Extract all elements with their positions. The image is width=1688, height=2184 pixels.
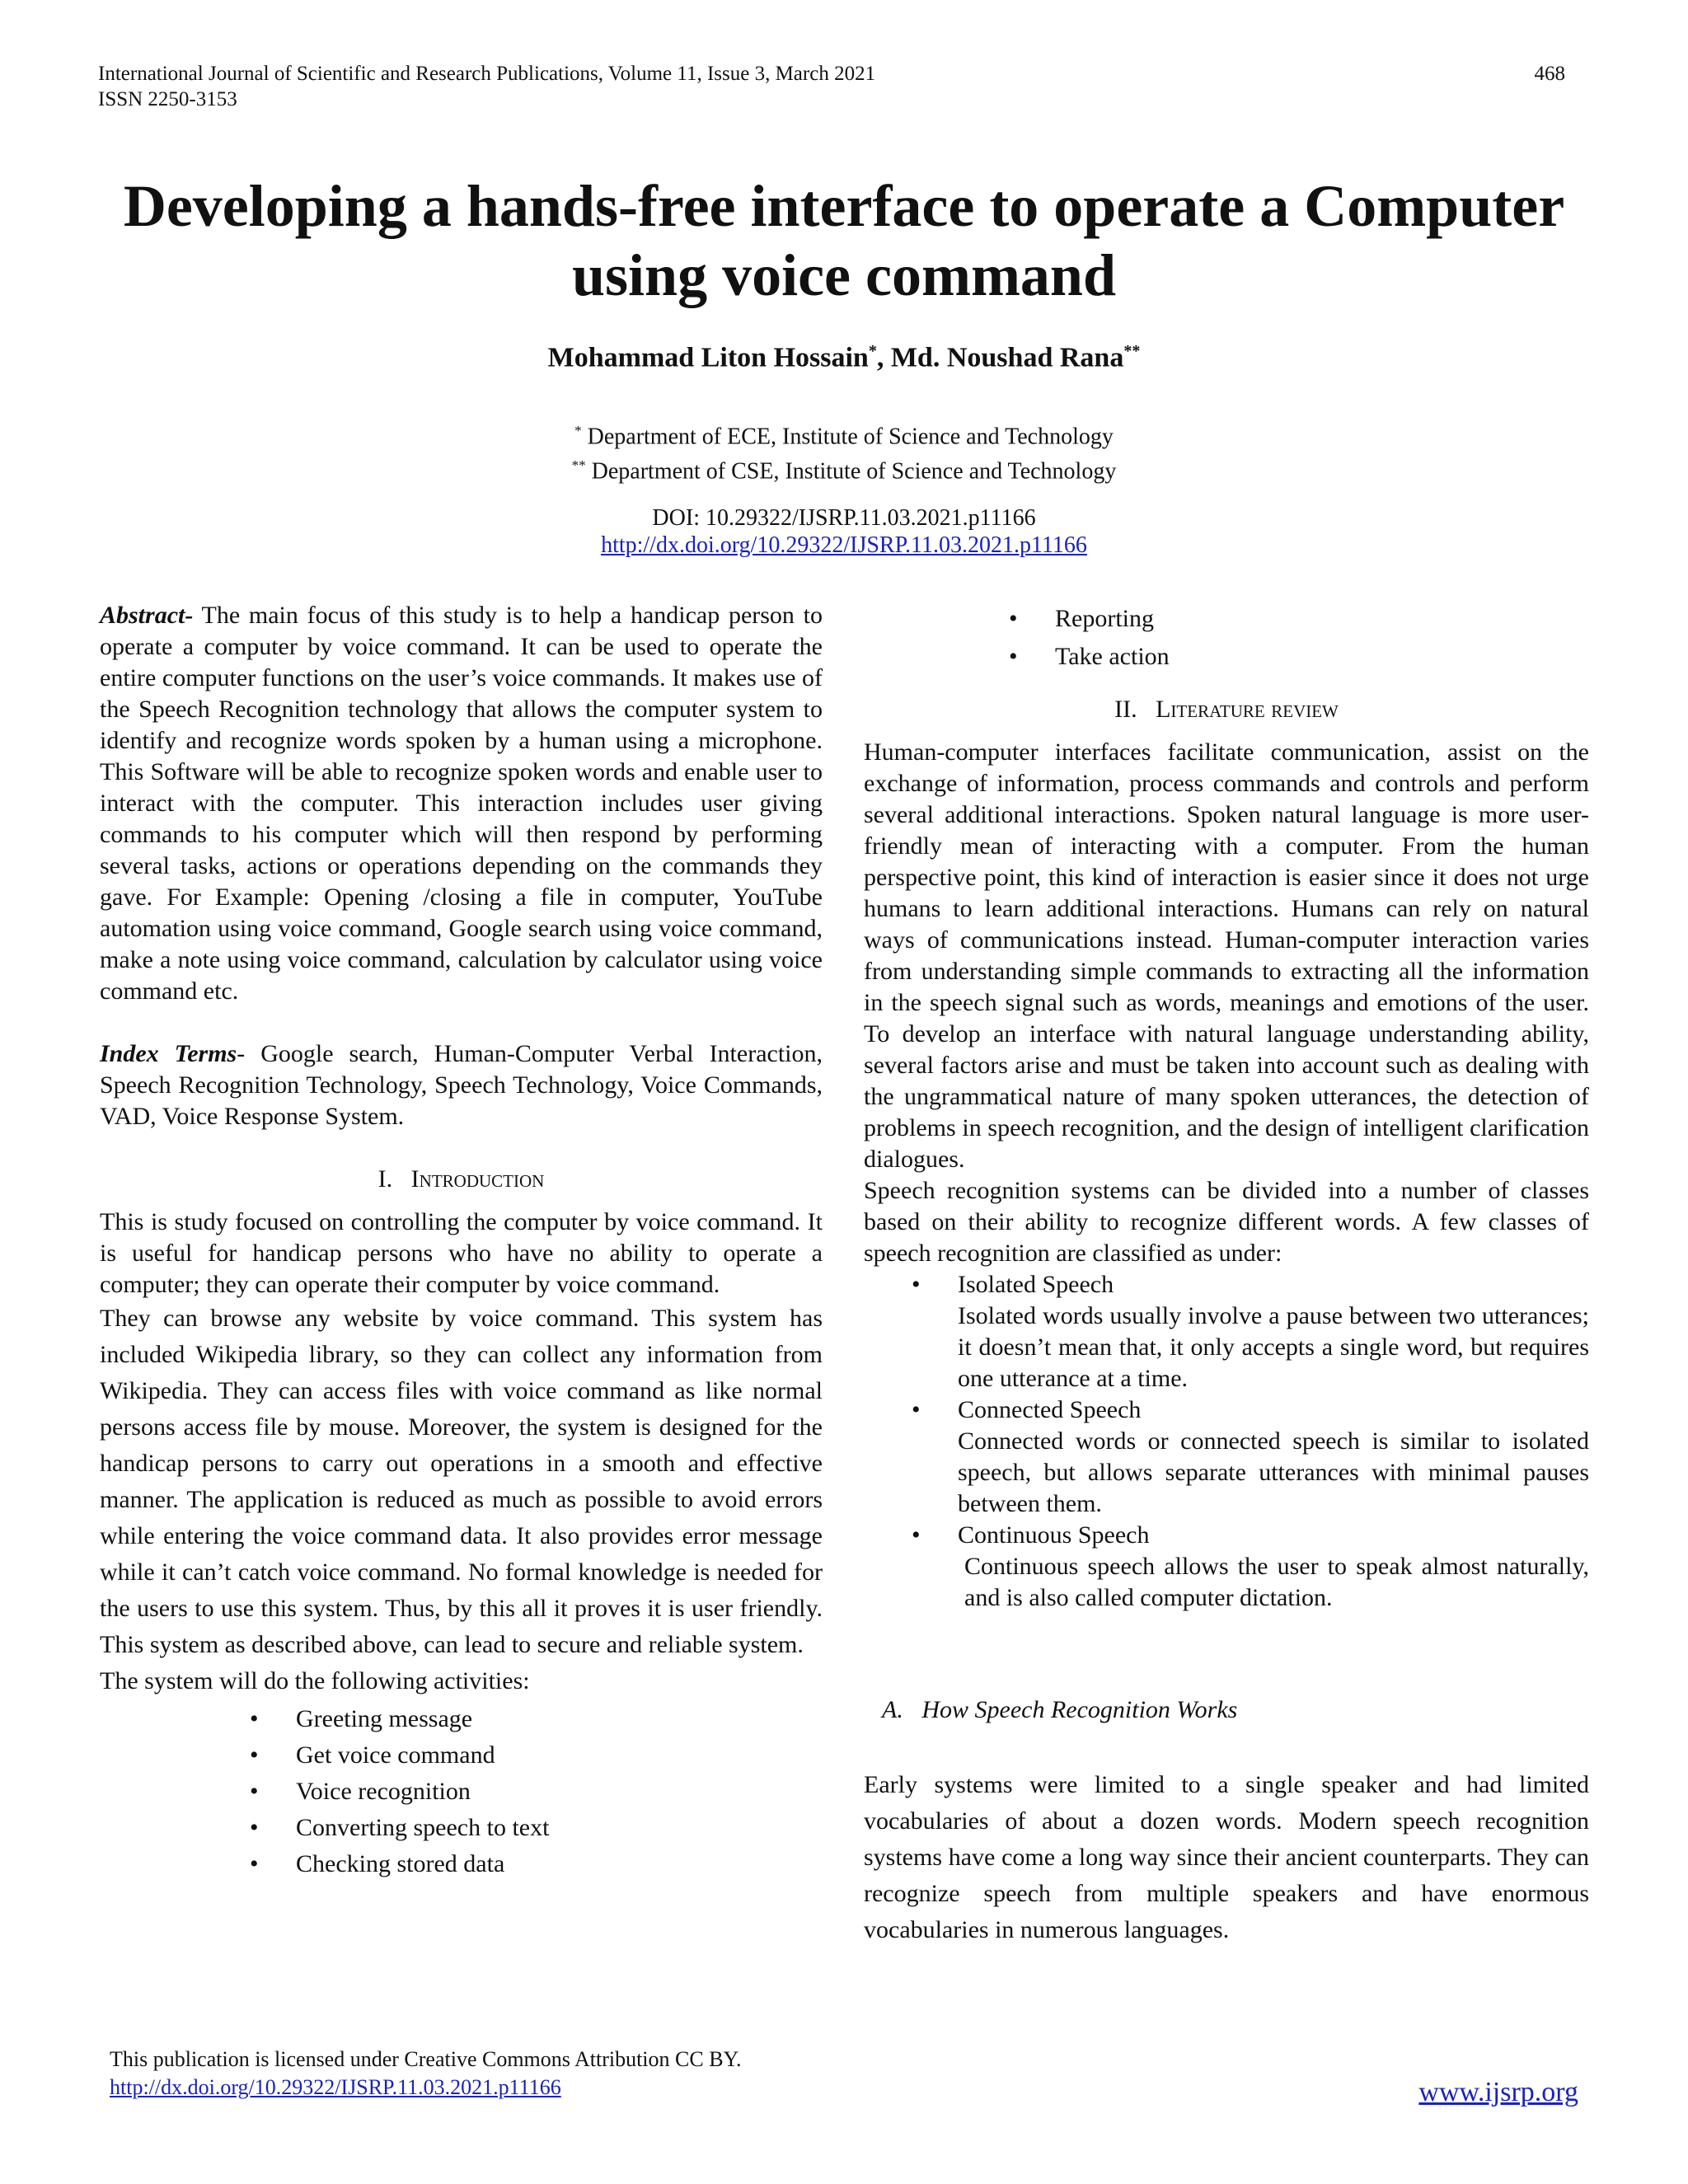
affiliation-2 [0, 451, 1688, 485]
page-number: 468 [1534, 63, 1565, 85]
abstract-label: Abstract- [100, 602, 194, 629]
activities-list-continued [1055, 600, 1589, 676]
affiliation-2-text: Department of CSE, Institute of Science and Technology [591, 458, 1117, 485]
list-item: • Converting speech to text [296, 1810, 823, 1846]
subsection-title: How Speech Recognition Works [921, 1696, 1238, 1723]
title-line-1: Developing a hands-free interface to operate a Computer [123, 173, 1565, 239]
index-terms-label: Index Terms [100, 1040, 237, 1067]
list-item: • Take action [1055, 638, 1589, 676]
speech-classes-list [958, 1269, 1589, 1614]
intro-paragraph-3: The system will do the following activities: [100, 1667, 530, 1694]
intro-paragraph-1: This is study focused on controlling the computer by voice command. It is useful for handicap persons who have no ability to operate a computer; they can operate their computer by voice command. [100, 1208, 823, 1298]
list-item: • Reporting [1055, 600, 1589, 638]
list-item [958, 1394, 1589, 1520]
running-header [98, 61, 1565, 112]
subsection-heading [864, 1694, 1589, 1726]
list-item: • Voice recognition [296, 1774, 823, 1810]
section-title: Introduction [410, 1165, 545, 1193]
footer-doi-link[interactable]: http://dx.doi.org/10.29322/IJSRP.11.03.2021.p11166 [110, 2075, 561, 2099]
list-item [958, 1269, 1589, 1394]
author-2: Md. Noushad Rana [890, 342, 1124, 373]
abstract-text: The main focus of this study is to help a handicap person to operate a computer by voice command. It can be used to operate the entire computer functions on the user’s voice commands. It makes use of the Speech Recognition technology that allows the computer system to identify and recognize words spoken by a human using a microphone. This Software will be able to recognize spoken words and enable user to interact with the computer. This interaction includes user giving commands to his computer which will then respond by performing several tasks, actions or operations depending on the commands they gave. For Example: Opening /closing a file in computer, YouTube automation using voice command, Google search using voice command, make a note using voice command, calculation by calculator using voice command etc. [100, 602, 823, 1005]
section-heading-introduction [100, 1164, 823, 1195]
author-1: Mohammad Liton Hossain [547, 342, 869, 373]
class-description: Continuous speech allows the user to speak almost naturally, and is also called computer dictation. [964, 1553, 1589, 1611]
section-number: I. [377, 1165, 393, 1193]
list-item [958, 1520, 1589, 1614]
section-title: Literature review [1156, 696, 1339, 723]
intro-paragraph-2: They can browse any website by voice command. This system has included Wikipedia library, so they can collect any information from Wikipedia. They can access files with voice command as like normal persons access file by mouse. Moreover, the system is designed for the handicap persons to carry out operations in a smooth and effective manner. The application is reduced as much as possible to avoid errors while entering the voice command data. It also provides error message while it can’t catch voice command. No formal knowledge is needed for the users to use this system. Thus, by this all it proves it is user friendly. This system as described above, can lead to secure and reliable system. [100, 1305, 823, 1658]
subsection-paragraph-1: Early systems were limited to a single speaker and had limited vocabularies of about a dozen words. Modern speech recognition systems have come a long way since their ancient counterparts. They can recognize speech from multiple speakers and have enormous vocabularies in numerous languages. [864, 1771, 1589, 1943]
right-column [864, 600, 1589, 1948]
doi-text: DOI: 10.29322/IJSRP.11.03.2021.p11166 [652, 505, 1036, 531]
literature-paragraph-2: Speech recognition systems can be divided into a number of classes based on their ability to recognize different words. A few classes of speech recognition are classified as under: [864, 1177, 1589, 1267]
affiliation-2-mark: ** [571, 457, 586, 474]
author-separator: , [876, 342, 891, 373]
list-item: • Greeting message [296, 1701, 823, 1737]
paper-title [82, 171, 1606, 310]
index-terms [100, 1038, 823, 1132]
literature-paragraph-1: Human-computer interfaces facilitate communication, assist on the exchange of information, process commands and controls and perform several additional interactions. Spoken natural language is more user-friendly mean of interacting with a computer. From the human perspective point, this kind of interaction is easier since it does not urge humans to learn additional interactions. Humans can rely on natural ways of communications instead. Human-computer interaction varies from understanding simple commands to extracting all the information in the speech signal such as words, meanings and emotions of the user. To develop an interface with natural language understanding ability, several factors arise and must be taken into account such as dealing with the ungrammatical nature of many spoken utterances, the detection of problems in speech recognition, and the design of intelligent clarification dialogues. [864, 738, 1589, 1173]
affiliation-1 [0, 416, 1688, 451]
license-text: This publication is licensed under Creative Commons Attribution CC BY. [110, 2047, 742, 2071]
journal-name: International Journal of Scientific and Research Publications, Volume 11, Issue 3, March 2021 [98, 63, 876, 85]
affiliation-1-mark: * [574, 423, 582, 438]
affiliations [0, 416, 1688, 486]
activities-list [296, 1701, 823, 1882]
doi-link[interactable]: http://dx.doi.org/10.29322/IJSRP.11.03.2021.p11166 [601, 532, 1087, 558]
class-name: • Continuous Speech [958, 1521, 1150, 1549]
class-description: Connected words or connected speech is similar to isolated speech, but allows separate utterances with minimal pauses between them. [958, 1427, 1589, 1517]
index-terms-text: - Google search, Human-Computer Verbal Interaction, Speech Recognition Technology, Speech Technology, Voice Commands, VAD, Voice Response System. [100, 1040, 823, 1130]
footer [110, 2046, 741, 2102]
subsection-label: A. [882, 1696, 903, 1723]
issn: ISSN 2250-3153 [98, 88, 237, 110]
section-heading-literature [864, 694, 1589, 725]
journal-website-link[interactable]: www.ijsrp.org [1418, 2077, 1578, 2107]
abstract [100, 600, 823, 1007]
class-description: Isolated words usually involve a pause between two utterances; it doesn’t mean that, it only accepts a single word, but requires one utterance at a time. [958, 1302, 1589, 1392]
left-column [100, 600, 823, 1882]
title-line-2: using voice command [571, 242, 1117, 308]
author-list [0, 342, 1688, 373]
list-item: • Get voice command [296, 1737, 823, 1774]
doi-block [0, 504, 1688, 559]
author-2-mark: ** [1123, 342, 1141, 360]
author-1-mark: * [868, 342, 877, 360]
section-number: II. [1114, 696, 1137, 723]
class-name: • Isolated Speech [958, 1271, 1114, 1298]
class-name: • Connected Speech [958, 1396, 1142, 1423]
affiliation-1-text: Department of ECE, Institute of Science and Technology [587, 424, 1114, 450]
list-item: • Checking stored data [296, 1846, 823, 1882]
